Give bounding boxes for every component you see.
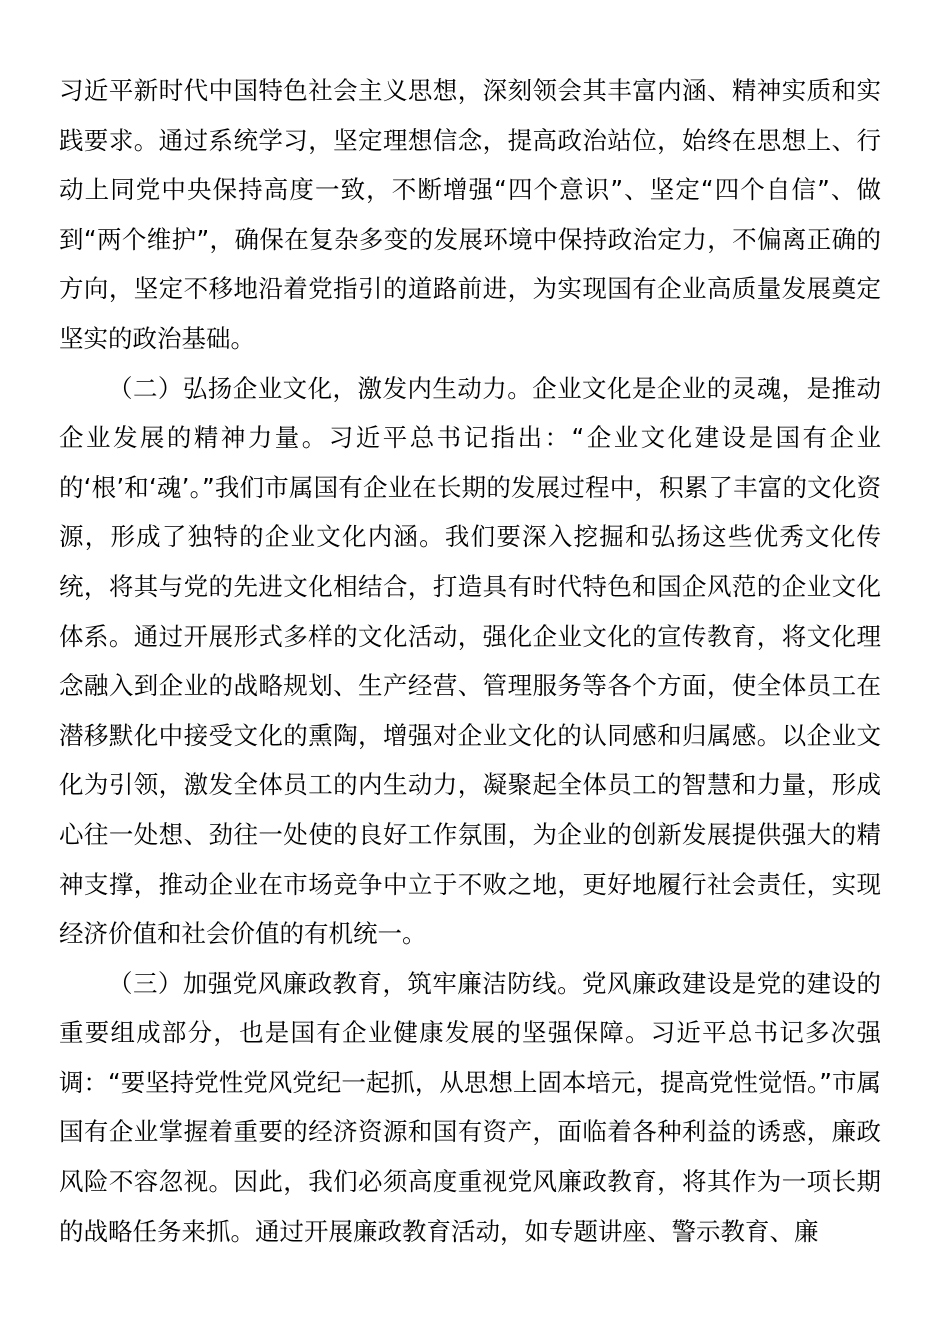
paragraph-continued: 习近平新时代中国特色社会主义思想，深刻领会其丰富内涵、精神实质和实践要求。通过系统学习，坚定理想信念，提高政治站位，始终在思想上、行动上同党中央保持高度一致，不断增强“四个意识”、坚定“四个自信”、做到“两个维护”，确保在复杂多变的发展环境中保持政治定力，不偏离正确的方向，坚定不移地沿着党指引的道路前进，为实现国有企业高质量发展奠定坚实的政治基础。: [59, 76, 881, 353]
document-body: [59, 66, 881, 1256]
paragraph-section-2: （二）弘扬企业文化，激发内生动力。企业文化是企业的灵魂，是推动企业发展的精神力量。习近平总书记指出：“企业文化建设是国有企业的‘根’和‘魂’。”我们市属国有企业在长期的发展过程中，积累了丰富的文化资源，形成了独特的企业文化内涵。我们要深入挖掘和弘扬这些优秀文化传统，将其与党的先进文化相结合，打造具有时代特色和国企风范的企业文化体系。通过开展形式多样的文化活动，强化企业文化的宣传教育，将文化理念融入到企业的战略规划、生产经营、管理服务等各个方面，使全体员工在潜移默化中接受文化的熏陶，增强对企业文化的认同感和归属感。以企业文化为引领，激发全体员工的内生动力，凝聚起全体员工的智慧和力量，形成心往一处想、劲往一处使的良好工作氛围，为企业的创新发展提供强大的精神支撑，推动企业在市场竞争中立于不败之地，更好地履行社会责任，实现经济价值和社会价值的有机统一。: [59, 373, 881, 949]
paragraph-section-3: （三）加强党风廉政教育，筑牢廉洁防线。党风廉政建设是党的建设的重要组成部分，也是国有企业健康发展的坚强保障。习近平总书记多次强调：“要坚持党性党风党纪一起抓，从思想上固本培元，提高党性觉悟。”市属国有企业掌握着重要的经济资源和国有资产，面临着各种利益的诱惑，廉政风险不容忽视。因此，我们必须高度重视党风廉政教育，将其作为一项长期的战略任务来抓。通过开展廉政教育活动，如专题讲座、警示教育、廉: [59, 968, 881, 1246]
